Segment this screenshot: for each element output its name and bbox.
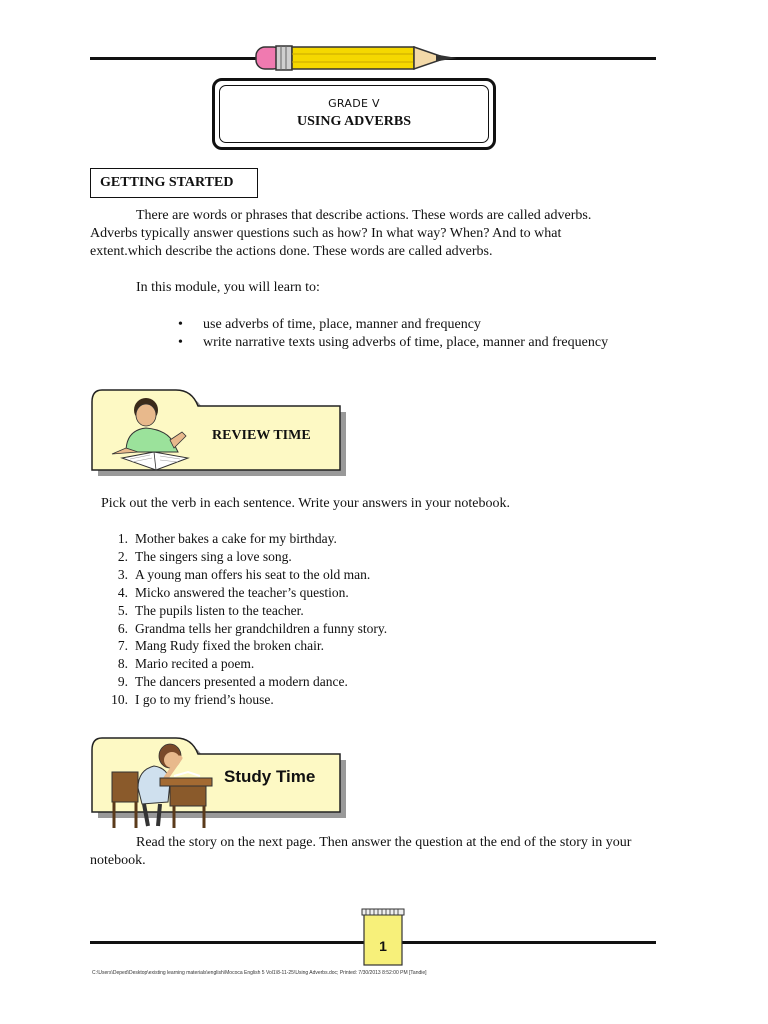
- page-number: 1: [379, 938, 387, 954]
- title-box: [212, 78, 496, 150]
- list-item: 1. Mother bakes a cake for my birthday.: [117, 531, 337, 546]
- getting-started-heading: GETTING STARTED: [90, 168, 258, 198]
- grade-label: GRADE V: [328, 97, 380, 110]
- file-path-footer: C:\Users\Deped\Desktop\existing learning materials\english\Mococa English 5 Vol1\8-11-25\Using Adverbs.doc; Printed: 7/30/2013 8:52:00 PM [Tandie]: [92, 970, 427, 976]
- student-at-desk-icon: [108, 738, 216, 830]
- list-item: 4. Micko answered the teacher’s question.: [117, 584, 349, 600]
- list-item: • use adverbs of time, place, manner and frequency: [178, 316, 608, 334]
- module-lead: In this module, you will learn to:: [136, 280, 320, 295]
- list-item: 8. Mario recited a poem.: [117, 656, 255, 672]
- notepad-icon: [360, 907, 406, 967]
- student-reading-icon: [104, 396, 200, 478]
- objectives-list: [178, 316, 608, 352]
- list-item: 2. The singers sing a love song.: [117, 548, 292, 564]
- intro-line-2: Adverbs typically answer questions such as how? In what way? When? And to what: [90, 226, 562, 241]
- review-questions: [108, 530, 387, 709]
- list-item: 9. The dancers presented a modern dance.: [117, 674, 348, 690]
- list-item: 3. A young man offers his seat to the old man.: [117, 566, 371, 582]
- topic-title: USING ADVERBS: [297, 114, 411, 129]
- intro-line-3: extent.which describe the actions done. These words are called adverbs.: [90, 244, 493, 259]
- study-instruction-line-2: notebook.: [90, 853, 146, 868]
- pencil-icon: [252, 44, 464, 72]
- list-item: 6. Grandma tells her grandchildren a funny story.: [117, 620, 388, 636]
- list-item: 7. Mang Rudy fixed the broken chair.: [117, 638, 324, 654]
- study-instruction-line-1: Read the story on the next page. Then answer the question at the end of the story in your: [136, 835, 632, 850]
- review-instruction: Pick out the verb in each sentence. Write your answers in your notebook.: [101, 496, 510, 511]
- study-time-label: Study Time: [224, 767, 316, 786]
- review-time-label: REVIEW TIME: [212, 428, 311, 443]
- list-item: 5. The pupils listen to the teacher.: [117, 602, 304, 618]
- list-item: 10. I go to my friend’s house.: [111, 692, 274, 708]
- list-item: • write narrative texts using adverbs of time, place, manner and frequency: [178, 334, 608, 352]
- intro-line-1: There are words or phrases that describe actions. These words are called adverbs.: [136, 208, 592, 223]
